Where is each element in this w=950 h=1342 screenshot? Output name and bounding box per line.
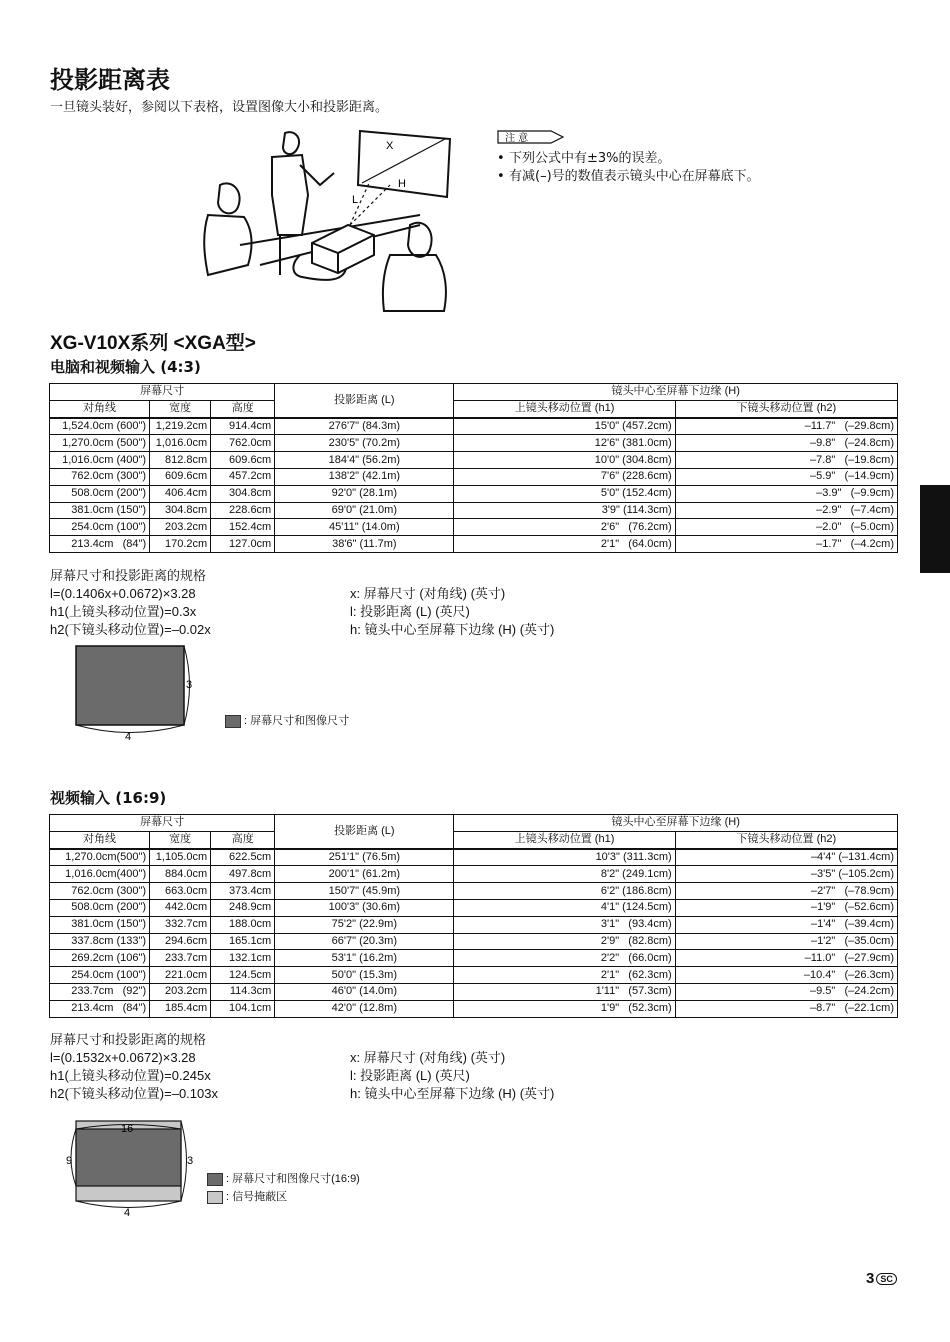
table-cell: 8'2" (249.1cm)	[454, 866, 675, 883]
col-upper: 上镜头移动位置 (h1)	[454, 831, 675, 848]
table-cell: 53'1" (16.2m)	[275, 950, 454, 967]
note-text: 有减(–)号的数值表示镜头中心在屏幕底下。	[509, 169, 760, 184]
table-cell: 10'3" (311.3cm)	[454, 849, 675, 866]
table-cell: 230'5" (70.2m)	[275, 435, 454, 452]
table-cell: –1.7" (–4.2cm)	[675, 536, 897, 553]
col-width: 宽度	[150, 831, 211, 848]
legend-text: : 屏幕尺寸和图像尺寸	[244, 715, 350, 727]
table-cell: 15'0" (457.2cm)	[454, 418, 675, 435]
label-h: H	[398, 178, 406, 190]
table-cell: 1,219.2cm	[150, 418, 211, 435]
table-cell: 1,105.0cm	[150, 849, 211, 866]
distance-table-43	[49, 383, 898, 553]
table-cell: 185.4cm	[150, 1000, 211, 1017]
formula-legend-43	[350, 585, 554, 639]
table-cell: 304.8cm	[150, 502, 211, 519]
formula-l: l=(0.1406x+0.0672)×3.28	[50, 586, 196, 601]
diagram-w-label: 4	[125, 731, 132, 743]
table-cell: 46'0" (14.0m)	[275, 983, 454, 1000]
legend-169-mask	[207, 1188, 287, 1204]
table-cell: 248.9cm	[211, 899, 275, 916]
page-title: 投影距离表	[50, 66, 170, 94]
table-cell: –1'2" (–35.0cm)	[675, 933, 897, 950]
table-cell: 508.0cm (200")	[50, 899, 150, 916]
col-lower: 下镜头移动位置 (h2)	[675, 400, 897, 417]
distance-table-169	[49, 814, 898, 1018]
table-cell: 762.0cm	[211, 435, 275, 452]
legend-text: : 信号掩蔽区	[226, 1191, 288, 1203]
page-number	[866, 1270, 897, 1287]
note-item: • 下列公式中有±3%的误差。	[497, 151, 671, 166]
table-cell: 184'4" (56.2m)	[275, 452, 454, 469]
table-cell: 100'3" (30.6m)	[275, 899, 454, 916]
table-cell: 7'6" (228.6cm)	[454, 468, 675, 485]
section-title-43: 电脑和视频输入 (4:3)	[50, 358, 201, 376]
legend-swatch-light	[207, 1191, 223, 1204]
table-cell: –11.0" (–27.9cm)	[675, 950, 897, 967]
table-cell: 213.4cm (84")	[50, 536, 150, 553]
col-screen-size: 屏幕尺寸	[50, 384, 275, 401]
table-cell: 114.3cm	[211, 983, 275, 1000]
formula-block-169	[50, 1031, 218, 1103]
table-cell: 75'2" (22.9m)	[275, 916, 454, 933]
table-cell: 92'0" (28.1m)	[275, 485, 454, 502]
formula-l-def: l: 投影距离 (L) (英尺)	[350, 1068, 470, 1083]
table-cell: 213.4cm (84")	[50, 1000, 150, 1017]
table-cell: 269.2cm (106")	[50, 950, 150, 967]
table-cell: 373.4cm	[211, 883, 275, 900]
table-cell: 170.2cm	[150, 536, 211, 553]
table-cell: 233.7cm	[150, 950, 211, 967]
table-row	[50, 435, 898, 452]
table-row	[50, 418, 898, 435]
table-cell: 38'6" (11.7m)	[275, 536, 454, 553]
table-cell: –9.5" (–24.2cm)	[675, 983, 897, 1000]
table-row	[50, 967, 898, 984]
table-cell: –9.8" (–24.8cm)	[675, 435, 897, 452]
table-row	[50, 849, 898, 866]
col-width: 宽度	[150, 400, 211, 417]
table-cell: 762.0cm (300")	[50, 883, 150, 900]
table-cell: 254.0cm (100")	[50, 967, 150, 984]
table-cell: –4'4" (–131.4cm)	[675, 849, 897, 866]
table-cell: –2'7" (–78.9cm)	[675, 883, 897, 900]
table-cell: 203.2cm	[150, 983, 211, 1000]
notes-badge-label: 注 意	[505, 133, 529, 144]
table-cell: –1'4" (–39.4cm)	[675, 916, 897, 933]
table-cell: 1,016.0cm (400")	[50, 452, 150, 469]
formula-l: l=(0.1532x+0.0672)×3.28	[50, 1050, 196, 1065]
table-cell: 152.4cm	[211, 519, 275, 536]
table-cell: 497.8cm	[211, 866, 275, 883]
legend-text: : 屏幕尺寸和图像尺寸(16:9)	[226, 1173, 360, 1185]
table-cell: 203.2cm	[150, 519, 211, 536]
diagram-h-label: 3	[186, 679, 193, 691]
table-cell: 42'0" (12.8m)	[275, 1000, 454, 1017]
table-cell: 233.7cm (92")	[50, 983, 150, 1000]
page-subtitle: 一旦镜头装好，参阅以下表格，设置图像大小和投影距离。	[50, 100, 389, 115]
table-cell: –3'5" (–105.2cm)	[675, 866, 897, 883]
formula-block-43	[50, 567, 211, 639]
table-cell: 457.2cm	[211, 468, 275, 485]
table-row	[50, 485, 898, 502]
table-cell: 50'0" (15.3m)	[275, 967, 454, 984]
page-suffix-badge: SC	[876, 1273, 897, 1285]
table-cell: 884.0cm	[150, 866, 211, 883]
table-cell: 294.6cm	[150, 933, 211, 950]
table-row	[50, 916, 898, 933]
table-row	[50, 933, 898, 950]
legend-swatch-dark	[225, 715, 241, 728]
label-x: X	[386, 140, 394, 152]
table-cell: 5'0" (152.4cm)	[454, 485, 675, 502]
formula-x-def: x: 屏幕尺寸 (对角线) (英寸)	[350, 586, 506, 601]
table-cell: 812.8cm	[150, 452, 211, 469]
page-number-value: 3	[866, 1270, 875, 1287]
formula-h1: h1(上镜头移动位置)=0.3x	[50, 604, 197, 619]
table-cell: –10.4" (–26.3cm)	[675, 967, 897, 984]
table-cell: 1,270.0cm(500")	[50, 849, 150, 866]
table-cell: 622.5cm	[211, 849, 275, 866]
notes-badge	[497, 129, 567, 148]
col-height: 高度	[211, 831, 275, 848]
table-cell: 609.6cm	[211, 452, 275, 469]
table-cell: 609.6cm	[150, 468, 211, 485]
legend-swatch-dark	[207, 1173, 223, 1186]
table-cell: 1'9" (52.3cm)	[454, 1000, 675, 1017]
table-cell: 127.0cm	[211, 536, 275, 553]
table-cell: 304.8cm	[211, 485, 275, 502]
table-cell: 66'7" (20.3m)	[275, 933, 454, 950]
table-cell: 2'1" (62.3cm)	[454, 967, 675, 984]
formula-l-def: l: 投影距离 (L) (英尺)	[350, 604, 470, 619]
table-row	[50, 883, 898, 900]
table-cell: 381.0cm (150")	[50, 916, 150, 933]
formula-h2: h2(下镜头移动位置)=–0.103x	[50, 1086, 218, 1101]
table-row	[50, 1000, 898, 1017]
table-cell: 1,524.0cm (600")	[50, 418, 150, 435]
table-cell: 1,270.0cm (500")	[50, 435, 150, 452]
table-cell: 2'2" (66.0cm)	[454, 950, 675, 967]
col-diagonal: 对角线	[50, 400, 150, 417]
side-tab-marker	[920, 485, 950, 573]
label-l: L	[352, 194, 359, 206]
table-cell: 200'1" (61.2m)	[275, 866, 454, 883]
diagram-w16-label: 16	[121, 1123, 134, 1135]
table-cell: –3.9" (–9.9cm)	[675, 485, 897, 502]
table-cell: 150'7" (45.9m)	[275, 883, 454, 900]
table-cell: 254.0cm (100")	[50, 519, 150, 536]
table-cell: 104.1cm	[211, 1000, 275, 1017]
table-row	[50, 452, 898, 469]
table-cell: 221.0cm	[150, 967, 211, 984]
table-row	[50, 983, 898, 1000]
legend-169-screen	[207, 1170, 360, 1186]
table-cell: 12'6" (381.0cm)	[454, 435, 675, 452]
table-cell: 3'9" (114.3cm)	[454, 502, 675, 519]
projection-illustration	[200, 125, 460, 315]
col-diagonal: 对角线	[50, 831, 150, 848]
table-cell: 165.1cm	[211, 933, 275, 950]
formula-title: 屏幕尺寸和投影距离的规格	[50, 1032, 207, 1047]
formula-x-def: x: 屏幕尺寸 (对角线) (英寸)	[350, 1050, 506, 1065]
table-cell: –2.0" (–5.0cm)	[675, 519, 897, 536]
table-cell: 228.6cm	[211, 502, 275, 519]
table-cell: 1,016.0cm(400")	[50, 866, 150, 883]
diagram-w4-label: 4	[124, 1207, 131, 1219]
screen-diagram-43	[65, 640, 205, 745]
table-cell: 138'2" (42.1m)	[275, 468, 454, 485]
col-distance: 投影距离 (L)	[275, 815, 454, 849]
table-cell: 442.0cm	[150, 899, 211, 916]
table-cell: 914.4cm	[211, 418, 275, 435]
col-lens-center: 镜头中心至屏幕下边缘 (H)	[454, 384, 898, 401]
table-cell: 2'6" (76.2cm)	[454, 519, 675, 536]
table-cell: 69'0" (21.0m)	[275, 502, 454, 519]
table-cell: 3'1" (93.4cm)	[454, 916, 675, 933]
table-cell: 1,016.0cm	[150, 435, 211, 452]
table-row	[50, 866, 898, 883]
col-height: 高度	[211, 400, 275, 417]
table-cell: 4'1" (124.5cm)	[454, 899, 675, 916]
diagram-h9-label: 9	[66, 1155, 73, 1167]
formula-legend-169	[350, 1049, 554, 1103]
table-row	[50, 899, 898, 916]
table-cell: 663.0cm	[150, 883, 211, 900]
diagram-h3-label: 3	[187, 1155, 194, 1167]
model-heading: XG-V10X系列 <XGA型>	[50, 333, 256, 354]
table-cell: 6'2" (186.8cm)	[454, 883, 675, 900]
formula-h1: h1(上镜头移动位置)=0.245x	[50, 1068, 211, 1083]
formula-h-def: h: 镜头中心至屏幕下边缘 (H) (英寸)	[350, 1086, 555, 1101]
table-cell: 45'11" (14.0m)	[275, 519, 454, 536]
col-upper: 上镜头移动位置 (h1)	[454, 400, 675, 417]
table-cell: 132.1cm	[211, 950, 275, 967]
table-cell: 188.0cm	[211, 916, 275, 933]
table-cell: 508.0cm (200")	[50, 485, 150, 502]
table-row	[50, 950, 898, 967]
table-cell: 10'0" (304.8cm)	[454, 452, 675, 469]
table-row	[50, 519, 898, 536]
table-row	[50, 536, 898, 553]
legend-43	[225, 712, 349, 728]
table-cell: 332.7cm	[150, 916, 211, 933]
table-cell: 276'7" (84.3m)	[275, 418, 454, 435]
table-cell: 2'1" (64.0cm)	[454, 536, 675, 553]
table-cell: –1'9" (–52.6cm)	[675, 899, 897, 916]
table-cell: –5.9" (–14.9cm)	[675, 468, 897, 485]
table-cell: 2'9" (82.8cm)	[454, 933, 675, 950]
col-distance: 投影距离 (L)	[275, 384, 454, 418]
table-cell: 251'1" (76.5m)	[275, 849, 454, 866]
table-cell: 762.0cm (300")	[50, 468, 150, 485]
section-title-169: 视频输入 (16:9)	[50, 789, 167, 807]
formula-h-def: h: 镜头中心至屏幕下边缘 (H) (英寸)	[350, 622, 555, 637]
table-cell: 1'11" (57.3cm)	[454, 983, 675, 1000]
table-cell: –8.7" (–22.1cm)	[675, 1000, 897, 1017]
note-item: • 有减(–)号的数值表示镜头中心在屏幕底下。	[497, 169, 760, 184]
table-row	[50, 468, 898, 485]
col-screen-size: 屏幕尺寸	[50, 815, 275, 832]
col-lower: 下镜头移动位置 (h2)	[675, 831, 897, 848]
table-cell: 124.5cm	[211, 967, 275, 984]
table-cell: –2.9" (–7.4cm)	[675, 502, 897, 519]
note-text: 下列公式中有±3%的误差。	[509, 151, 671, 166]
screen-diagram-169	[60, 1118, 210, 1220]
table-cell: 406.4cm	[150, 485, 211, 502]
formula-title: 屏幕尺寸和投影距离的规格	[50, 568, 207, 583]
table-row	[50, 502, 898, 519]
formula-h2: h2(下镜头移动位置)=–0.02x	[50, 622, 211, 637]
table-cell: –7.8" (–19.8cm)	[675, 452, 897, 469]
col-lens-center: 镜头中心至屏幕下边缘 (H)	[454, 815, 898, 832]
table-cell: –11.7" (–29.8cm)	[675, 418, 897, 435]
table-cell: 337.8cm (133")	[50, 933, 150, 950]
table-cell: 381.0cm (150")	[50, 502, 150, 519]
